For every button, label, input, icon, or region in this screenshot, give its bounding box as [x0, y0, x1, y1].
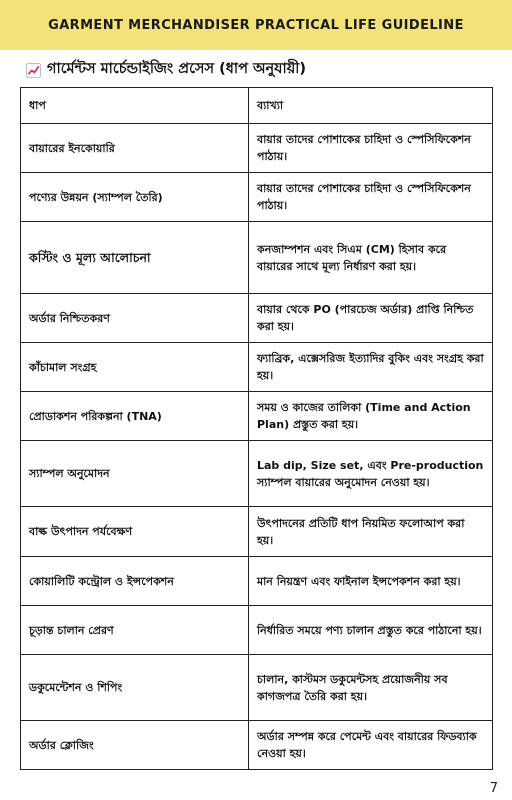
column-header-step: ধাপ [21, 88, 249, 124]
step-cell: কাঁচামাল সংগ্রহ [21, 343, 249, 392]
table-row [21, 441, 493, 507]
table-row [21, 222, 493, 294]
chart-increasing-icon [26, 63, 41, 78]
table-row [21, 507, 493, 557]
table-row [21, 557, 493, 606]
header-banner [0, 0, 512, 50]
step-cell: চূড়ান্ত চালান প্রেরণ [21, 606, 249, 655]
description-cell: নির্ধারিত সময়ে পণ্য চালান প্রস্তুত করে পাঠানো হয়। [249, 606, 493, 655]
section-heading [26, 57, 496, 83]
table-row [21, 655, 493, 721]
description-cell: ফ্যাব্রিক, এক্সেসরিজ ইত্যাদির বুকিং এবং সংগ্রহ করা হয়। [249, 343, 493, 392]
section-title: গার্মেন্টস মার্চেন্ডাইজিং প্রসেস (ধাপ অনুযায়ী) [47, 61, 307, 77]
table-row [21, 606, 493, 655]
description-cell: সময় ও কাজের তালিকা (Time and Action Plan) প্রস্তুত করা হয়। [249, 392, 493, 441]
table-row [21, 173, 493, 222]
guide-title: GARMENT MERCHANDISER PRACTICAL LIFE GUIDELINE [48, 17, 464, 33]
description-cell: Lab dip, Size set, এবং Pre-production স্যাম্পল বায়ারের অনুমোদন নেওয়া হয়। [249, 441, 493, 507]
table-header-row [21, 88, 493, 124]
description-cell: উৎপাদনের প্রতিটি ধাপ নিয়মিত ফলোআপ করা হয়। [249, 507, 493, 557]
merchandising-process-table [20, 87, 493, 770]
table-row [21, 124, 493, 173]
step-cell: কস্টিং ও মূল্য আলোচনা [21, 222, 249, 294]
table-row [21, 721, 493, 770]
description-cell: মান নিয়ন্ত্রণ এবং ফাইনাল ইন্সপেকশন করা হয়। [249, 557, 493, 606]
step-cell: বাল্ক উৎপাদন পর্যবেক্ষণ [21, 507, 249, 557]
description-cell: বায়ার থেকে PO (পারচেজ অর্ডার) প্রাপ্তি নিশ্চিত করা হয়। [249, 294, 493, 343]
step-cell: ডকুমেন্টেশন ও শিপিং [21, 655, 249, 721]
step-cell: স্যাম্পল অনুমোদন [21, 441, 249, 507]
table-row [21, 343, 493, 392]
description-cell: অর্ডার সম্পন্ন করে পেমেন্ট এবং বায়ারের ফিডব্যাক নেওয়া হয়। [249, 721, 493, 770]
description-cell: কনজাম্পশন এবং সিএম (CM) হিসাব করে বায়ারের সাথে মূল্য নির্ধারণ করা হয়। [249, 222, 493, 294]
description-cell: চালান, কাস্টমস ডকুমেন্টসহ প্রয়োজনীয় সব কাগজপত্র তৈরি করা হয়। [249, 655, 493, 721]
description-cell: বায়ার তাদের পোশাকের চাহিদা ও স্পেসিফিকেশন পাঠায়। [249, 124, 493, 173]
step-cell: প্রোডাকশন পরিকল্পনা (TNA) [21, 392, 249, 441]
step-cell: অর্ডার নিশ্চিতকরণ [21, 294, 249, 343]
column-header-description: ব্যাখ্যা [249, 88, 493, 124]
table-row [21, 294, 493, 343]
description-cell: বায়ার তাদের পোশাকের চাহিদা ও স্পেসিফিকেশন পাঠায়। [249, 173, 493, 222]
step-cell: বায়ারের ইনকোয়ারি [21, 124, 249, 173]
table-row [21, 392, 493, 441]
step-cell: কোয়ালিটি কন্ট্রোল ও ইন্সপেকশন [21, 557, 249, 606]
step-cell: অর্ডার ক্লোজিং [21, 721, 249, 770]
page-number: 7 [489, 781, 498, 796]
step-cell: পণ্যের উন্নয়ন (স্যাম্পল তৈরি) [21, 173, 249, 222]
